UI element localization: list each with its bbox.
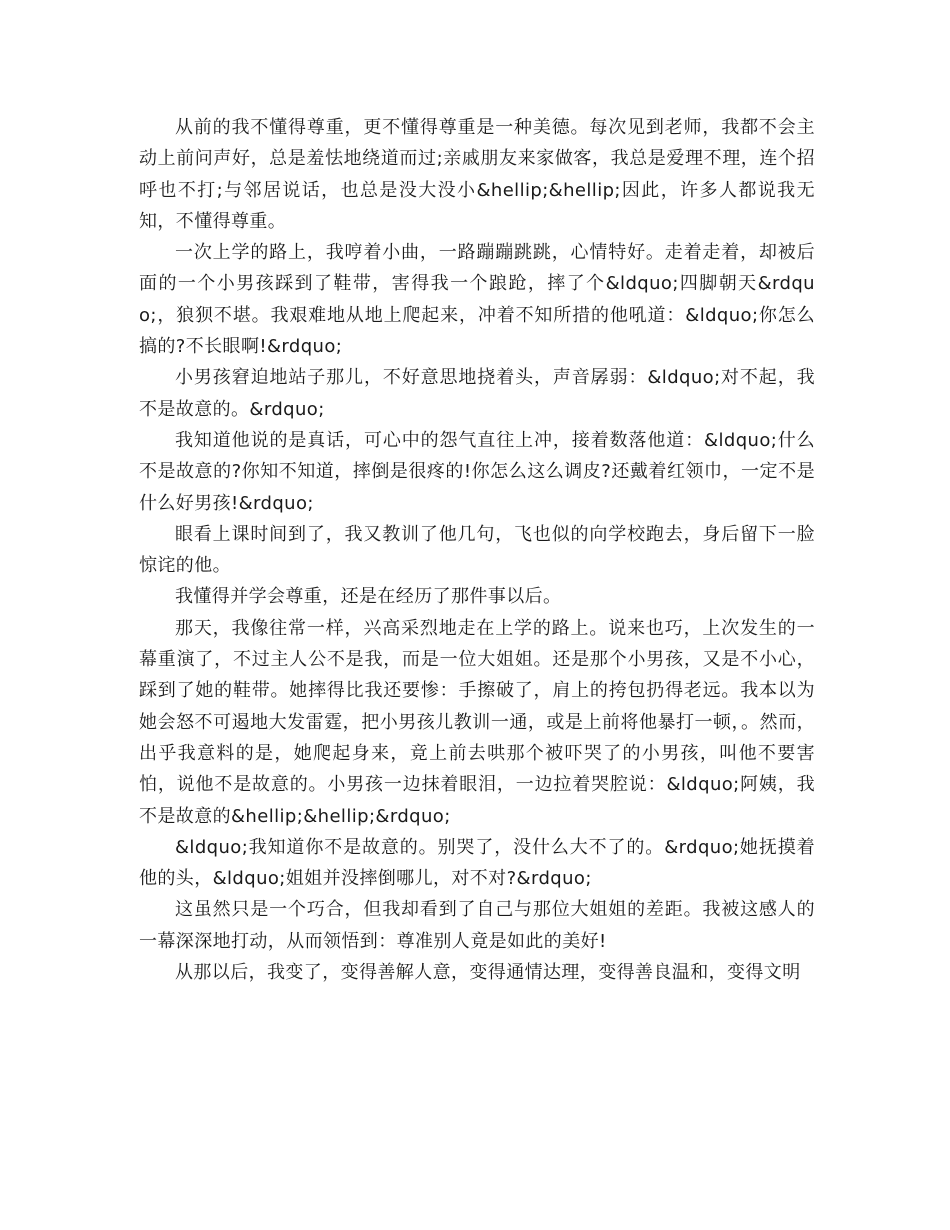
paragraph: 眼看上课时间到了，我又教训了他几句，飞也似的向学校跑去，身后留下一脸惊诧的他。 xyxy=(139,523,815,577)
paragraph: 小男孩窘迫地站子那儿，不好意思地挠着头，声音孱弱：&ldquo;对不起，我不是故意的。&rdquo; xyxy=(139,367,815,420)
paragraph: 从前的我不懂得尊重，更不懂得尊重是一种美德。每次见到老师，我都不会主动上前问声好，总是羞怯地绕道而过;亲戚朋友来家做客，我总是爱理不理，连个招呼也不打;与邻居说话，也总是没大没小&hellip;&hellip;因此，许多人都说我无知，不懂得尊重。 xyxy=(139,117,815,232)
document-body xyxy=(139,112,815,988)
paragraph: 从那以后，我变了，变得善解人意，变得通情达理，变得善良温和，变得文明 xyxy=(175,962,801,984)
paragraph: 这虽然只是一个巧合，但我却看到了自己与那位大姐姐的差距。我被这感人的一幕深深地打动，从而领悟到：尊准别人竟是如此的美好! xyxy=(139,899,815,952)
paragraph: &ldquo;我知道你不是故意的。别哭了，没什么大不了的。&rdquo;她抚摸着他的头，&ldquo;姐姐并没摔倒哪儿，对不对?&rdquo; xyxy=(139,836,815,890)
paragraph: 那天，我像往常一样，兴高采烈地走在上学的路上。说来也巧，上次发生的一幕重演了，不过主人公不是我，而是一位大姐姐。还是那个小男孩，又是不小心，踩到了她的鞋带。她摔得比我还要惨：手擦破了，肩上的挎包扔得老远。我本以为她会怒不可遏地大发雷霆，把小男孩儿教训一通，或是上前将他暴打一顿，。然而，出乎我意料的是，她爬起身来，竟上前去哄那个被吓哭了的小男孩，叫他不要害怕，说他不是故意的。小男孩一边抹着眼泪，一边拉着哭腔说：&ldquo;阿姨，我不是故意的&hellip;&hellip;&rdquo; xyxy=(139,617,815,827)
paragraph: 我知道他说的是真话，可心中的怨气直往上冲，接着数落他道：&ldquo;什么不是故意的?你知不知道，摔倒是很疼的!你怎么这么调皮?还戴着红领巾，一定不是什么好男孩!&rdquo; xyxy=(139,429,815,514)
paragraph: 我懂得并学会尊重，还是在经历了那件事以后。 xyxy=(175,586,562,608)
paragraph: 一次上学的路上，我哼着小曲，一路蹦蹦跳跳，心情特好。走着走着，却被后面的一个小男孩踩到了鞋带，害得我一个踉跄，摔了个&ldquo;四脚朝天&rdquo;，狼狈不堪。我艰难地从地上爬起来，冲着不知所措的他吼道：&ldquo;你怎么搞的?不长眼啊!&rdquo; xyxy=(139,242,815,358)
